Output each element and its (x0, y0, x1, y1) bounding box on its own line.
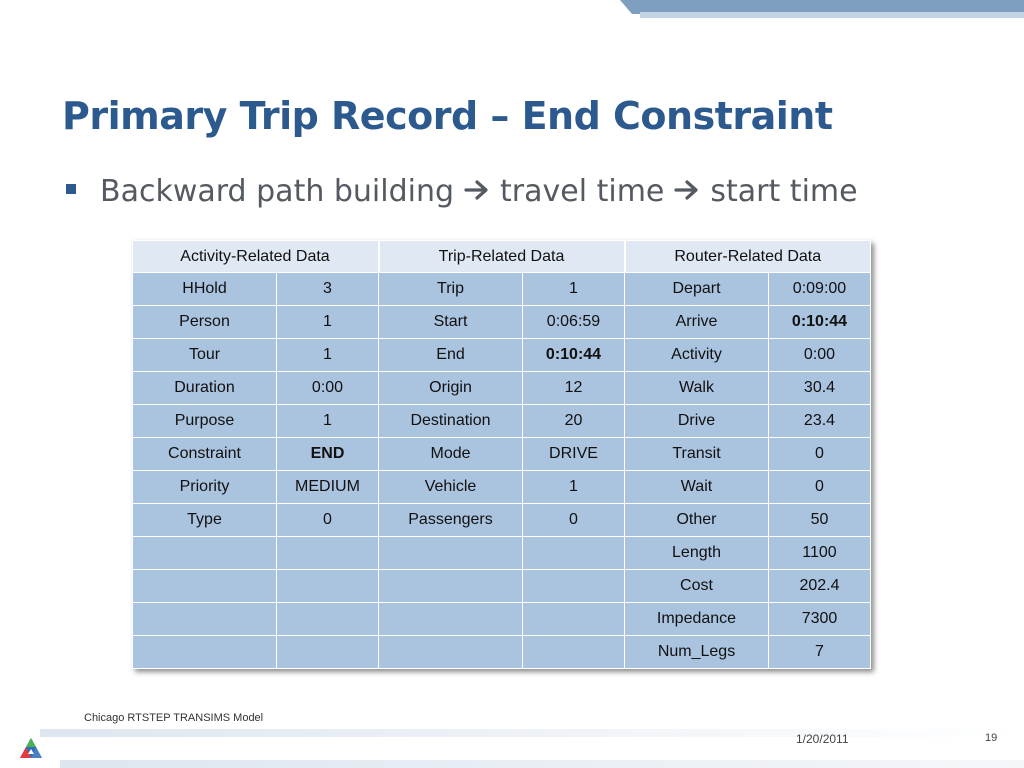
table-cell (523, 537, 625, 570)
table-cell: Type (133, 504, 277, 537)
bullet-part-2: travel time (500, 173, 665, 209)
table-cell (379, 537, 523, 570)
table-cell: 1100 (769, 537, 871, 570)
table-cell (277, 570, 379, 603)
table-cell: 30.4 (769, 372, 871, 405)
table-cell: Depart (625, 273, 769, 306)
table-cell: DRIVE (523, 438, 625, 471)
table-cell: Walk (625, 372, 769, 405)
bullet-part-1: Backward path building (100, 173, 455, 209)
header-router: Router-Related Data (625, 241, 871, 273)
table-cell (523, 603, 625, 636)
table-cell (277, 636, 379, 669)
table-cell: Trip (379, 273, 523, 306)
table-row (133, 273, 871, 306)
bullet-part-3: start time (710, 173, 858, 209)
table-cell: Start (379, 306, 523, 339)
table-cell: 1 (523, 471, 625, 504)
footer-decor-band (40, 729, 1024, 737)
right-arrow-icon (464, 174, 490, 209)
table-cell: 23.4 (769, 405, 871, 438)
table-cell: 1 (277, 339, 379, 372)
table-row (133, 636, 871, 669)
table-cell: Passengers (379, 504, 523, 537)
table-row (133, 471, 871, 504)
table-cell: 0:06:59 (523, 306, 625, 339)
table-cell: 0:10:44 (523, 339, 625, 372)
table-cell (379, 636, 523, 669)
table-cell: End (379, 339, 523, 372)
table-row (133, 438, 871, 471)
table-cell: Destination (379, 405, 523, 438)
trip-record-table (132, 240, 871, 669)
table-cell: Purpose (133, 405, 277, 438)
table-cell: Arrive (625, 306, 769, 339)
table-cell: Impedance (625, 603, 769, 636)
table-cell (277, 537, 379, 570)
footer-text: Chicago RTSTEP TRANSIMS Model (84, 712, 264, 724)
table-cell (133, 636, 277, 669)
table-cell (379, 570, 523, 603)
table-cell: Num_Legs (625, 636, 769, 669)
table-cell: Tour (133, 339, 277, 372)
table-cell: 50 (769, 504, 871, 537)
table-cell: 3 (277, 273, 379, 306)
slide-title: Primary Trip Record – End Constraint (62, 94, 833, 138)
table-header-row (133, 241, 871, 273)
table-cell: Priority (133, 471, 277, 504)
table-cell: 0 (277, 504, 379, 537)
table-cell (379, 603, 523, 636)
table-row (133, 570, 871, 603)
table-row (133, 372, 871, 405)
table-cell: 1 (277, 405, 379, 438)
table-cell: HHold (133, 273, 277, 306)
table-cell: 0:00 (769, 339, 871, 372)
header-activity: Activity-Related Data (133, 241, 379, 273)
table-cell: 1 (523, 273, 625, 306)
table-cell: 0:00 (277, 372, 379, 405)
table-cell (133, 603, 277, 636)
table-cell: 0 (523, 504, 625, 537)
table-row (133, 603, 871, 636)
table-cell: 0:10:44 (769, 306, 871, 339)
table-cell: END (277, 438, 379, 471)
table-cell: Other (625, 504, 769, 537)
table-cell: Cost (625, 570, 769, 603)
table-cell (133, 570, 277, 603)
footer-date: 1/20/2011 (796, 732, 849, 746)
table-row (133, 339, 871, 372)
square-bullet-icon (66, 184, 76, 194)
table-cell: Drive (625, 405, 769, 438)
table-cell: Length (625, 537, 769, 570)
table-cell: Activity (625, 339, 769, 372)
table-cell: Duration (133, 372, 277, 405)
table-row (133, 306, 871, 339)
table-cell: 0 (769, 471, 871, 504)
table-cell: 0:09:00 (769, 273, 871, 306)
table-row (133, 537, 871, 570)
page-number: 19 (985, 732, 998, 744)
table-cell: Vehicle (379, 471, 523, 504)
right-arrow-icon (674, 174, 700, 209)
table-cell (133, 537, 277, 570)
table-cell: MEDIUM (277, 471, 379, 504)
data-table-container (132, 240, 871, 669)
table-cell: 7300 (769, 603, 871, 636)
table-cell: Person (133, 306, 277, 339)
table-cell: Mode (379, 438, 523, 471)
table-cell: 202.4 (769, 570, 871, 603)
table-cell (277, 603, 379, 636)
table-cell: 20 (523, 405, 625, 438)
table-cell: 1 (277, 306, 379, 339)
table-cell: 0 (769, 438, 871, 471)
table-cell: 12 (523, 372, 625, 405)
bullet-text (100, 174, 858, 209)
table-cell: Constraint (133, 438, 277, 471)
table-cell: Origin (379, 372, 523, 405)
table-row (133, 405, 871, 438)
header-trip: Trip-Related Data (379, 241, 625, 273)
footer-decor-band-bottom (60, 760, 1024, 768)
table-cell: Transit (625, 438, 769, 471)
top-decor-band-light (640, 12, 1024, 18)
table-row (133, 504, 871, 537)
table-cell (523, 636, 625, 669)
table-cell (523, 570, 625, 603)
argonne-logo-icon (18, 736, 44, 762)
bullet-item (66, 171, 858, 211)
table-cell: 7 (769, 636, 871, 669)
table-cell: Wait (625, 471, 769, 504)
